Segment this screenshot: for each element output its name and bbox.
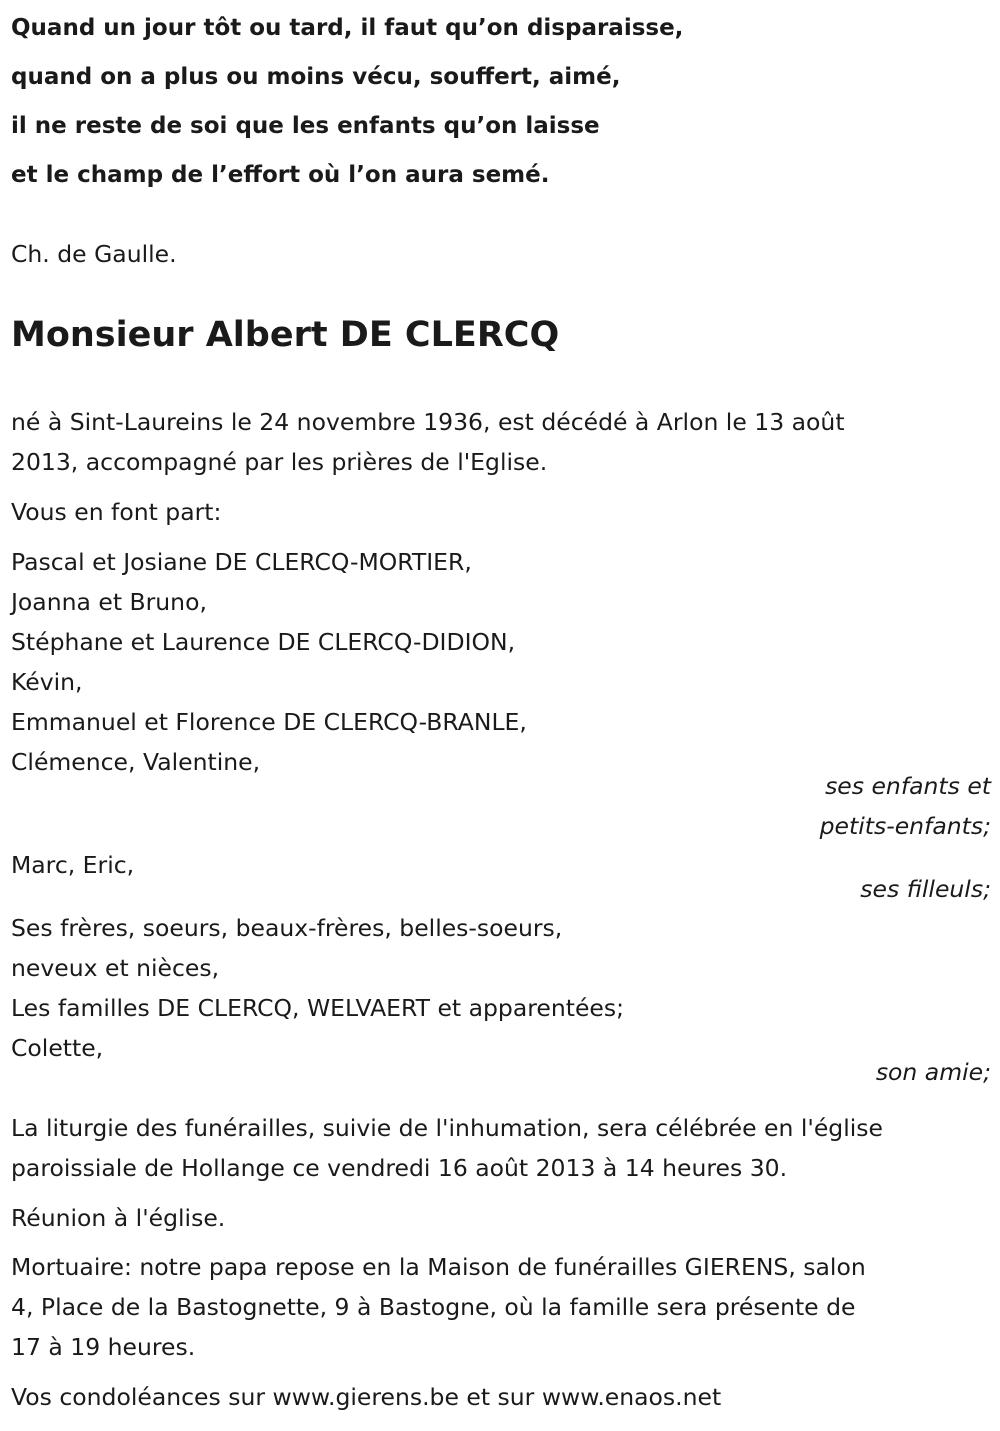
poem-line: Quand un jour tôt ou tard, il faut qu’on disparaisse, [11,15,684,41]
family-member: Stéphane et Laurence DE CLERCQ-DIDION, [11,628,516,656]
meeting-info: Réunion à l'église. [11,1204,226,1232]
obituary-document [11,0,991,1431]
friend-role-label: son amie; [875,1058,991,1086]
children-role-label: ses enfants et [825,772,991,800]
godchildren: Marc, Eric, [11,851,135,879]
poem-line: quand on a plus ou moins vécu, souffert, aimé, [11,64,621,90]
family-member: Clémence, Valentine, [11,748,261,776]
mortuary-line: Mortuaire: notre papa repose en la Maison de funérailles GIERENS, salon [11,1253,866,1281]
relatives-line: Colette, [11,1034,104,1062]
family-member: Emmanuel et Florence DE CLERCQ-BRANLE, [11,708,527,736]
family-member: Kévin, [11,668,83,696]
poem-author: Ch. de Gaulle. [11,240,177,268]
family-member: Joanna et Bruno, [11,588,207,616]
announcement-line: né à Sint-Laureins le 24 novembre 1936, est décédé à Arlon le 13 août [11,408,845,436]
relatives-line: Les familles DE CLERCQ, WELVAERT et apparentées; [11,994,625,1022]
poem-line: il ne reste de soi que les enfants qu’on laisse [11,113,600,139]
announcement-intro: Vous en font part: [11,498,222,526]
deceased-name: Monsieur Albert DE CLERCQ [11,315,560,355]
godchildren-role-label: ses filleuls; [860,875,991,903]
announcement-line: 2013, accompagné par les prières de l'Eglise. [11,448,548,476]
children-role-label: petits-enfants; [819,812,991,840]
poem-line: et le champ de l’effort où l’on aura semé. [11,162,550,188]
mortuary-line: 4, Place de la Bastognette, 9 à Bastogne, où la famille sera présente de [11,1293,856,1321]
family-member: Pascal et Josiane DE CLERCQ-MORTIER, [11,548,472,576]
relatives-line: neveux et nièces, [11,954,220,982]
relatives-line: Ses frères, soeurs, beaux-frères, belles-soeurs, [11,914,563,942]
liturgy-line: paroissiale de Hollange ce vendredi 16 août 2013 à 14 heures 30. [11,1154,788,1182]
condolences-line: Vos condoléances sur www.gierens.be et sur www.enaos.net [11,1383,722,1411]
mortuary-line: 17 à 19 heures. [11,1333,196,1361]
liturgy-line: La liturgie des funérailles, suivie de l'inhumation, sera célébrée en l'église [11,1114,883,1142]
